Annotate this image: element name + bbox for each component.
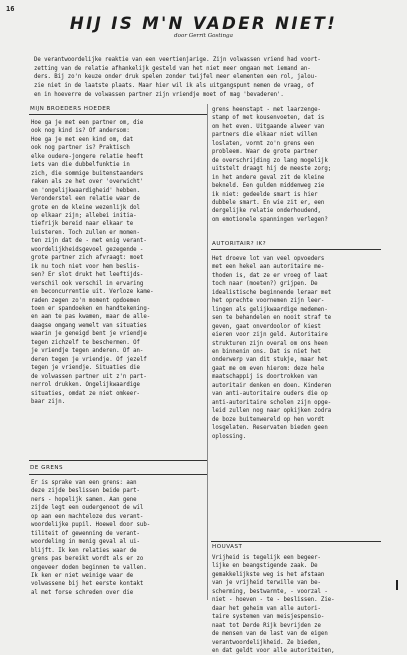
- section-divider: [29, 460, 207, 461]
- section-divider: [211, 541, 381, 542]
- author-byline: door Gerrit Gostinga: [174, 33, 233, 39]
- margin-mark: [396, 580, 398, 590]
- section-mijn-broeders-hoeder: Hoe ga je met een partner om, die ook nog kind is? Of andersom: Hoe ga je met een kind om, dat ook nog partner is? Praktisch elke oudere-jongere relatie heeft iets van die dubbelfunktie in zich, die sommige buitenstaanders raken als ze het over 'overwicht' en 'ongelijkwaardigheid' hebben. Veronderstel een relatie waar de grote en de kleine wezenlijk dol op elkaar zijn; allebei initia- tiefrijk bereid naar elkaar te luisteren. Toch zullen er momen- ten zijn dat de - met enig verant- woordelijkheidsgevoel gezegende - grote partner zich afvraagt: moet ik nu toch niet voor hem beslis- sen? Er slot drukt het leeftijds- verschil ook verschil in ervaring en beconcurrentie uit. Verloze kame- raden zegen zo'n moment opdoemen toen er spandoeken en handtekening- en aan te pas kwamen, maar de alle- daagse omgang wemelt van situaties waarin je geneigd bent je vriendje tegen zichzelf te beschermen. Of je vriendje tegen anderen. Of an- deren tegen je vriendje. Of jezelf tegen je vriendje. Situaties die de volwassen partner uit z'n part- nerrol drukken. Ongelijkwaardige situaties, omdat ze niet omkeer- baar zijn.: [31, 120, 154, 405]
- heading-underline: [29, 114, 207, 115]
- section-continued-grens: grens heenstapt - met laarzenge- stamp of met kousenvoeten, dat is om het even. Uitgaande alweer van partners die elkaar niet willen loslaten, vormt zo'n grens een probleem. Waar de grote partner de overschrijding zo lang mogelijk uitstelt draagt hij de meeste zorg; in het andere geval zit de kleine bekneld. Een gulden middenweg zie ik niet: gedeelde smart is hier dubbele smart. En wie zit er, een dergelijke relatie onderhoudend, om emotionele spanningen verlegen?: [212, 107, 332, 223]
- page-number: 16: [6, 5, 15, 13]
- heading-underline: [211, 249, 381, 250]
- heading-underline: [29, 474, 207, 475]
- section-de-grens: Er is sprake van een grens: aan deze zijde beslissen beide part- ners - hopelijk samen. Aan gene zijde legt een oudergenoot de wil op aan een machteloze dus verant- woordelijke pupil. Hoewel door sub- tiliteit of gewenning de verant- woordeling in menig geval al ui- blijft. Ik ken relaties waar de grens pas bereikt wordt als er zo ongeveer doden beginnen te vallen. Ik ken er niet weinige waar de volwassene bij het eerste kontakt al met forse schreden over die: [31, 480, 151, 596]
- article-title: HIJ IS M'N VADER NIET!: [69, 14, 338, 33]
- heading-houvast: HOUVAST: [212, 544, 243, 550]
- section-autoritair: Het droeve lot van veel opvoeders met een hekel aan autoritaire me- thoden is, dat ze er vroeg of laat toch naar (moeten?) grijpen. De idealistische beginnende leraar met het oprechte voornemen zijn leer- lingen als gelijkwaardige medemen- sen te behandelen en nooit straf te geven, gaat onverdoolor of kiest eieren voor zijn geld. Autoritaire strukturen zijn overal om ons heen en binnenin ons. Dat is niet het onderwerp van dit stukje, maar het gaat me om even hierom: deze hele maatschappij is doortrokken van autoritair denken en doen. Kinderen van anti-autoritaire ouders die op anti-autoritaire scholen zijn opge- leid zullen nog naar opkijken zodra de boze buitenwereld op hen wordt losgelaten. Reservaten bieden geen oplossing.: [212, 256, 332, 440]
- heading-mijn-broeders-hoeder: MIJN BROEDERS HOEDER: [30, 106, 111, 112]
- heading-de-grens: DE GRENS: [30, 465, 64, 471]
- intro-paragraph: De verantwoordelijke reaktie van een veertienjarige. Zijn volwassen vriend had voort- zetting van de relatie afhankelijk gesteld van het niet meer omgaan met iemand an- ders. Bij zo'n keuze onder druk spelen zonder twijfel meer elementen een rol, jalou- zie niet in de laatste plaats. Maar hier wil ik als uitgangspunt nemen de vraag, of en in hoeverre de volwassen partner zijn vriendje moet of mag 'bevaderen'.: [34, 57, 321, 98]
- column-separator: [207, 104, 208, 600]
- heading-autoritair: AUTORITAIR? IK?: [212, 241, 267, 247]
- section-houvast: Vrijheid is tegelijk een begeer- lijke en beangstigende zaak. De gemakkelijkste weg is het afstaan van je vrijheid terwille van be- scherming, bestwarmte, - voorzal - niet - hoeven - te - beslissen. Zie- daar het geheim van alle autori- taire systemen van meisjespensio- naat tot Derde Rijk bevrijden ze de mensen van de last van de eigen verantwoordelijkheid. Ze bieden, en dat geldt voor alle autoriteiten,: [212, 555, 335, 654]
